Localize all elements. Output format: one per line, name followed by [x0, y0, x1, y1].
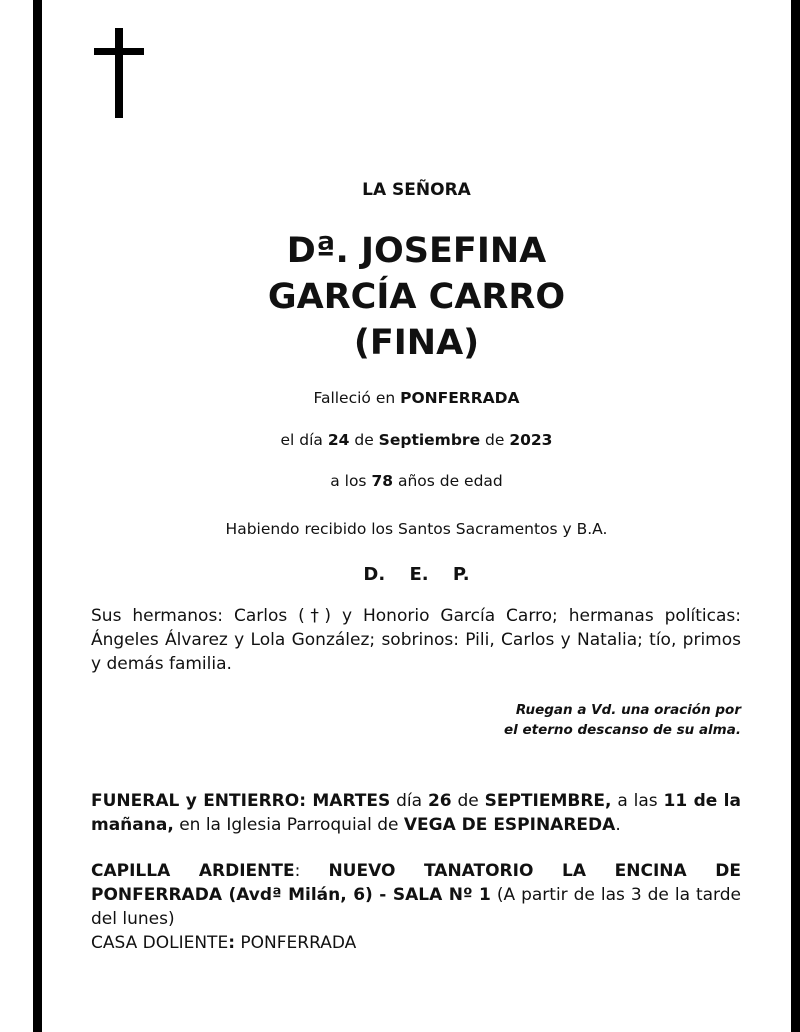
death-date: el día 24 de Septiembre de 2023: [280, 431, 553, 449]
cross-icon: [94, 28, 144, 118]
prayer-text: [504, 700, 741, 740]
prayer-line-1: Ruegan a Vd. una oración por: [515, 702, 741, 718]
name-line-2: GARCÍA CARRO: [267, 277, 566, 317]
name-line-1: Dª. JOSEFINA: [286, 231, 547, 271]
prayer-line-2: el eterno descanso de su alma.: [504, 722, 741, 738]
header-label: LA SEÑORA: [362, 180, 471, 200]
chapel-details: CAPILLA ARDIENTE: NUEVO TANATORIO LA ENCINA DE PONFERRADA (Avdª Milán, 6) - SALA Nº 1 (A partir de las 3 de la tarde del lunes): [91, 861, 742, 929]
funeral-details: FUNERAL y ENTIERRO: MARTES día 26 de SEPTIEMBRE, a las 11 de la mañana, en la Iglesia Parroquial de VEGA DE ESPINAREDA.: [91, 791, 741, 835]
dep-text: D. E. P.: [363, 564, 470, 585]
name-line-3: (FINA): [353, 323, 480, 363]
deceased-name: [42, 228, 791, 366]
left-border: [33, 0, 42, 1032]
house-details: CASA DOLIENTE: PONFERRADA: [91, 933, 357, 953]
death-place: Falleció en PONFERRADA: [313, 389, 520, 407]
sacraments-text: Habiendo recibido los Santos Sacramentos y B.A.: [225, 520, 608, 538]
right-border: [791, 0, 800, 1032]
family-text: Sus hermanos: Carlos (†) y Honorio García Carro; hermanas políticas: Ángeles Álvarez y Lola González; sobrinos: Pili, Carlos y Natalia; tío, primos y demás familia.: [91, 606, 741, 674]
death-age: a los 78 años de edad: [330, 472, 503, 490]
